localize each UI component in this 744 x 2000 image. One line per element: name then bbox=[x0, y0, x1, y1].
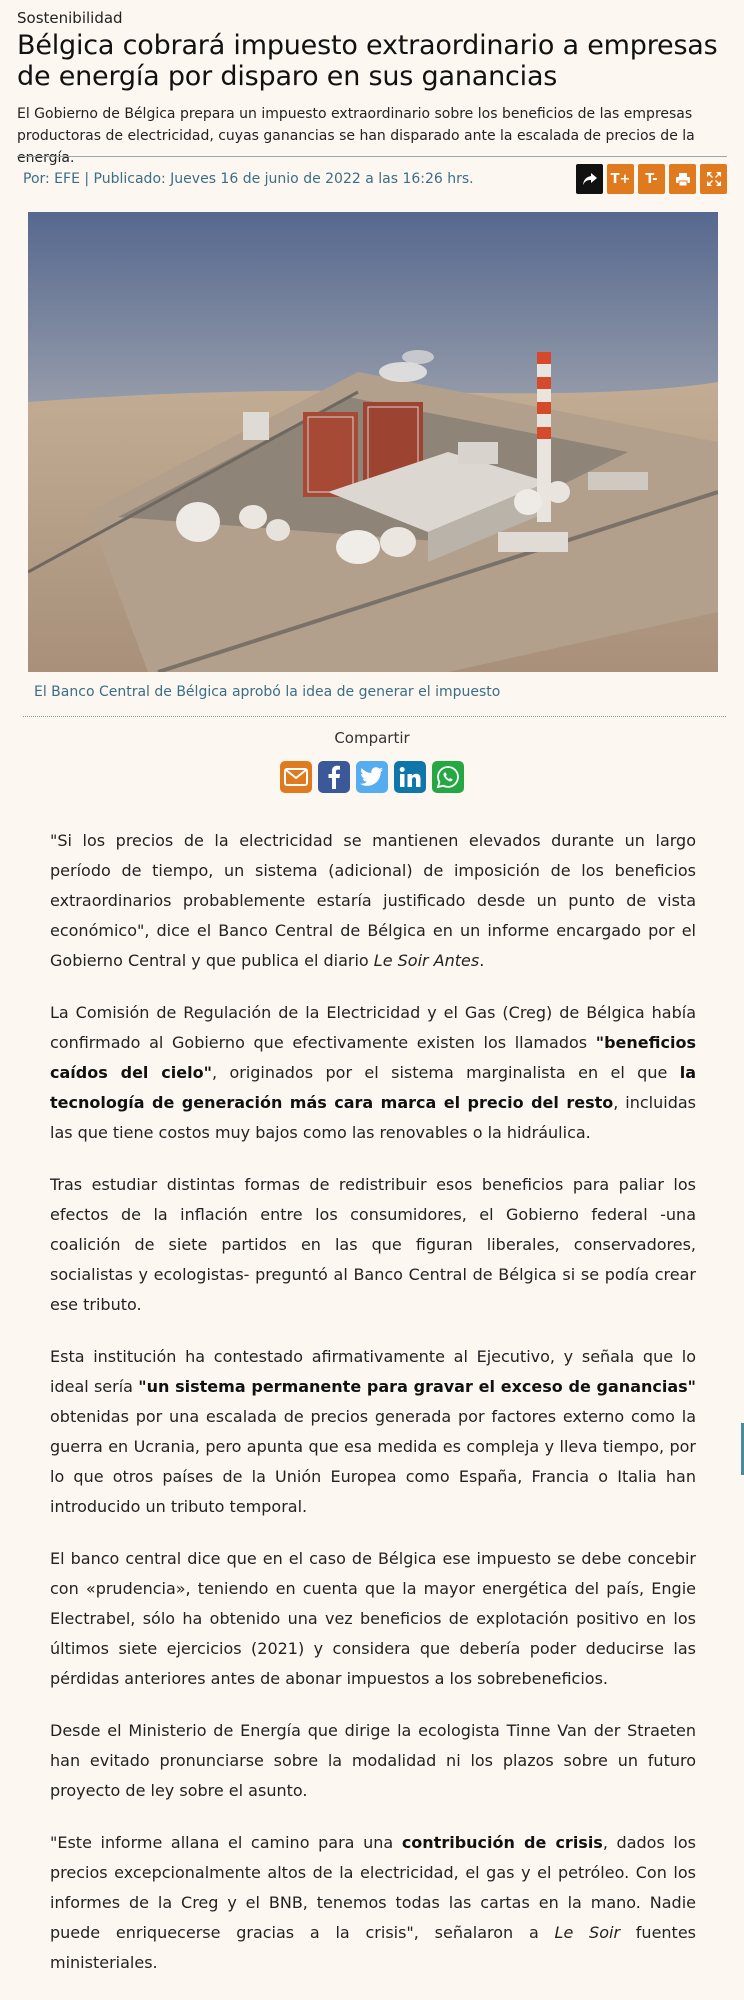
paragraph-3: Tras estudiar distintas formas de redistribuir esos beneficios para paliar los efectos de la inflación entre los consumidores, el Gobierno federal -una coalición de siete partidos en las que figuran liberales, conservadores, socialistas y ecologistas- preguntó al Banco Central de Bélgica si se podía crear ese tributo. bbox=[50, 1175, 696, 1314]
share-linkedin-button[interactable] bbox=[394, 761, 426, 793]
article-body bbox=[50, 826, 696, 2000]
linkedin-icon bbox=[399, 766, 421, 788]
share-whatsapp-button[interactable] bbox=[432, 761, 464, 793]
highlight-text: "beneficios caídos del cielo" bbox=[50, 1033, 696, 1082]
share-arrow-icon bbox=[582, 172, 598, 186]
whatsapp-icon bbox=[436, 765, 460, 789]
article-headline: Bélgica cobrará impuesto extraordinario a empresas de energía por disparo en sus ganancias bbox=[17, 30, 718, 92]
byline: Por: EFE | Publicado: Jueves 16 de junio de 2022 a las 16:26 hrs. bbox=[23, 171, 474, 187]
article-photo bbox=[28, 212, 718, 672]
twitter-icon bbox=[360, 767, 384, 787]
facebook-icon bbox=[327, 765, 341, 789]
highlight-text: "un sistema permanente para gravar el exceso de ganancias" bbox=[138, 1377, 697, 1396]
paragraph-6: Desde el Ministerio de Energía que dirige la ecologista Tinne Van der Straeten han evitado pronunciarse sobre la modalidad ni los plazos sobre un futuro proyecto de ley sobre el asunto. bbox=[50, 1721, 696, 1800]
share-icons bbox=[280, 761, 464, 793]
email-icon bbox=[284, 768, 308, 786]
paragraph-2: La Comisión de Regulación de la Electricidad y el Gas (Creg) de Bélgica había confirmado al Gobierno que efectivamente existen los llamados "beneficios caídos del cielo", originados por el sistema marginalista en el que la tecnología de generación más cara marca el precio del resto, incluidas las que tiene costos muy bajos como las renovables o la hidráulica. bbox=[50, 1003, 697, 1142]
print-button[interactable] bbox=[669, 164, 696, 194]
share-label: Compartir bbox=[334, 729, 410, 747]
printer-icon bbox=[675, 172, 691, 187]
article-summary: El Gobierno de Bélgica prepara un impuesto extraordinario sobre los beneficios de las empresas productoras de electricidad, cuyas ganancias se han disparado ante la escalada de precios de la energía. bbox=[17, 106, 695, 166]
font-decrease-button[interactable]: T- bbox=[638, 164, 665, 194]
font-increase-button[interactable]: T+ bbox=[607, 164, 634, 194]
paragraph-5: El banco central dice que en el caso de Bélgica ese impuesto se debe concebir con «prudencia», teniendo en cuenta que la mayor energética del país, Engie Electrabel, sólo ha obtenido una vez beneficios de explotación positivo en los últimos siete ejercicios (2021) y considera que debería poder deducirse las pérdidas anteriores antes de abonar impuestos a los sobrebeneficios. bbox=[50, 1549, 696, 1688]
paragraph-4: Esta institución ha contestado afirmativamente al Ejecutivo, y señala que lo ideal sería "un sistema permanente para gravar el exceso de ganancias" obtenidas por una escalada de precios generada por factores externo como la guerra en Ucrania, pero apunta que esa medida es compleja y lleva tiempo, por lo que otros países de la Unión Europea como España, Francia o Italia han introducido un tributo temporal. bbox=[50, 1347, 697, 1516]
article-meta-bar bbox=[17, 156, 727, 203]
photo-caption: El Banco Central de Bélgica aprobó la idea de generar el impuesto bbox=[34, 684, 501, 700]
article-tools bbox=[576, 164, 727, 194]
divider bbox=[23, 716, 726, 717]
paragraph-7: "Este informe allana el camino para una contribución de crisis, dados los precios excepcionalmente altos de la electricidad, el gas y el petróleo. Con los informes de la Creg y el BNB, tenemos todas las cartas en la mano. Nadie puede enriquecerse gracias a la crisis", señalaron a Le Soir fuentes ministeriales. bbox=[50, 1833, 697, 1972]
paragraph-1: "Si los precios de la electricidad se mantienen elevados durante un largo período de tiempo, un sistema (adicional) de imposición de los beneficios extraordinarios probablemente estaría justificado desde un punto de vista económico", dice el Banco Central de Bélgica en un informe encargado por el Gobierno Central y que publica el diario Le Soir Antes. bbox=[50, 831, 696, 970]
power-plant-image bbox=[28, 212, 718, 672]
highlight-text: la tecnología de generación más cara marca el precio del resto bbox=[50, 1063, 697, 1112]
expand-icon bbox=[706, 171, 722, 187]
newspaper-name: Le Soir Antes bbox=[373, 951, 480, 970]
fullscreen-button[interactable] bbox=[700, 164, 727, 194]
highlight-text: contribución de crisis bbox=[401, 1833, 603, 1852]
newspaper-name: Le Soir bbox=[554, 1923, 621, 1942]
share-arrow-button[interactable] bbox=[576, 164, 603, 194]
share-twitter-button[interactable] bbox=[356, 761, 388, 793]
share-email-button[interactable] bbox=[280, 761, 312, 793]
section-label[interactable]: Sostenibilidad bbox=[17, 9, 123, 27]
share-facebook-button[interactable] bbox=[318, 761, 350, 793]
